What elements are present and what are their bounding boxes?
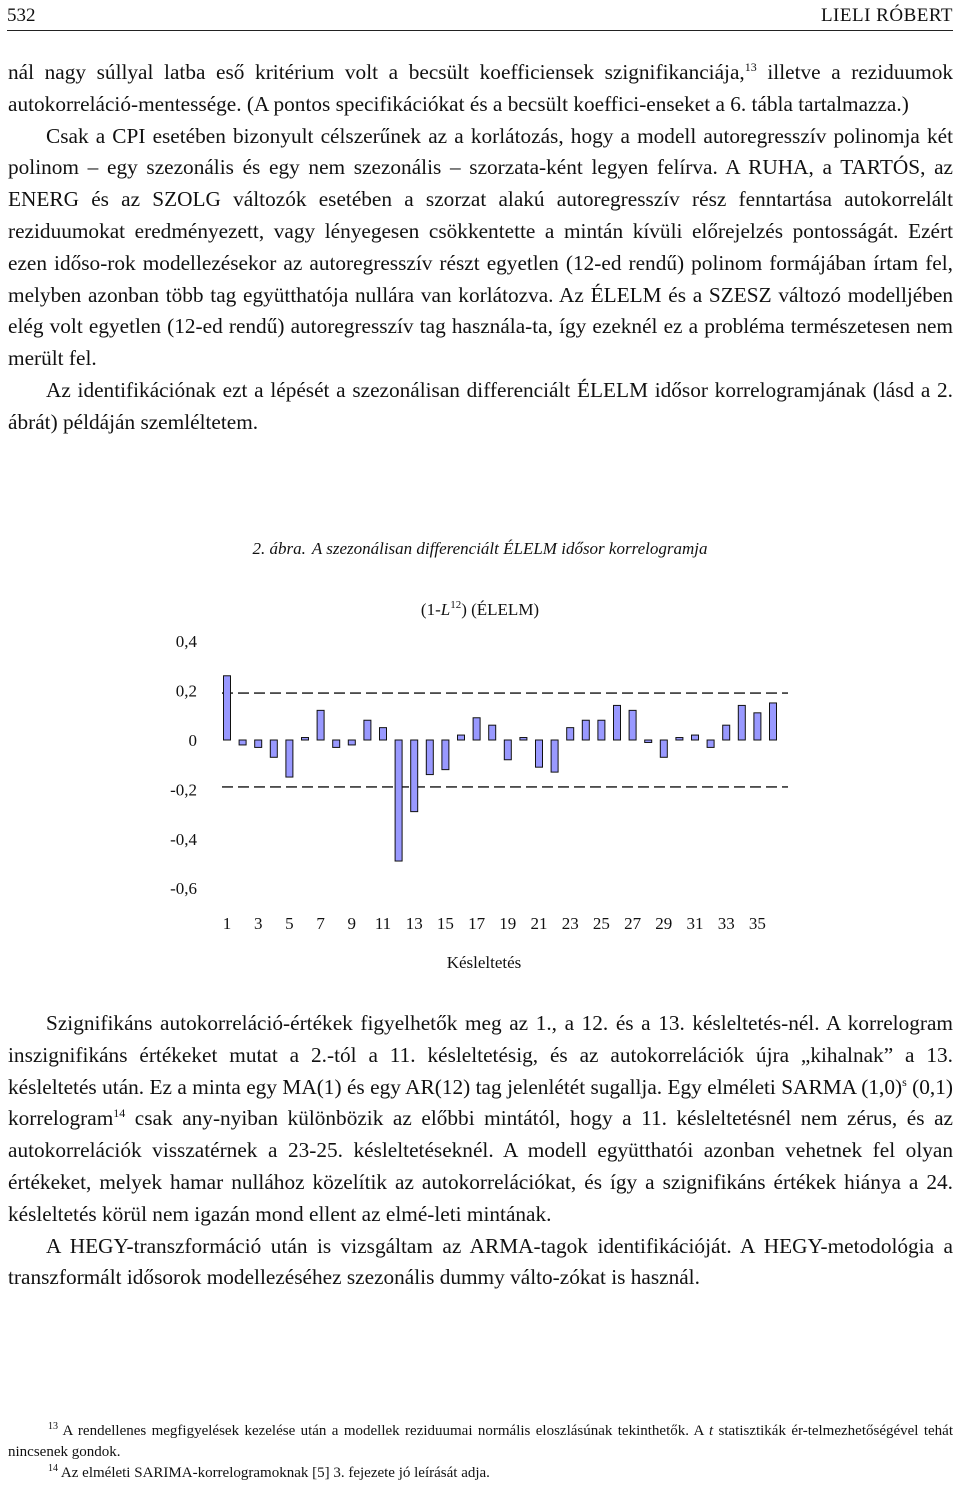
bar-lag-7: [317, 710, 324, 740]
body-text-top: [8, 57, 953, 439]
footnotes: [8, 1421, 953, 1484]
x-tick-label: 15: [436, 914, 454, 933]
bar-lag-31: [692, 735, 699, 740]
correlogram-chart: [0, 560, 960, 980]
bar-lag-20: [520, 738, 527, 740]
paragraph-2: Csak a CPI esetében bizonyult célszerűnek az a korlátozás, hogy a modell autoregresszív polinomja két polinom – egy szezonális és egy nem szezonális – szorzata-ként legyen felírva. A RUHA, a TARTÓS, az ENERG és az SZOLG változók esetében a szorzat alakú autoregresszív rész fenntartása autokorrelált reziduumokat eredményezett, vagy lényegesen csökkentette a mintán kívüli előrejelzés pontosságát. Ezért ezen idősо-rok modellezésekor az autoregresszív részt egyetlen (12-ed rendű) polinom formájában írtam fel, melyben azonban több tag együtthatója nullára van korlátozva. Az ÉLELM és a SZESZ változó modelljében elég volt egyetlen (12-ed rendű) autoregresszív tag használa-ta, így ezeknél ez a probléma természetesen nem merült fel.: [8, 123, 953, 371]
y-tick-label: 0: [188, 731, 197, 750]
bar-lag-9: [348, 740, 355, 745]
y-tick-label: -0,2: [170, 780, 197, 800]
bar-lag-25: [598, 720, 605, 740]
bar-lag-2: [239, 740, 246, 745]
bars: [224, 676, 777, 861]
bar-lag-19: [504, 740, 511, 760]
y-tick-label: -0,6: [170, 879, 197, 899]
y-tick-label: 0,2: [175, 681, 197, 701]
x-tick-label: 9: [347, 914, 357, 933]
x-tick-label: 25: [592, 914, 610, 933]
superscript-s: s: [902, 1074, 907, 1089]
x-tick-label: 31: [686, 914, 704, 933]
bar-lag-22: [551, 740, 558, 772]
x-tick-label: 13: [405, 914, 423, 933]
x-tick-label: 1: [222, 914, 232, 933]
bar-lag-10: [364, 720, 371, 740]
bar-lag-6: [302, 738, 309, 740]
bar-lag-27: [629, 710, 636, 740]
figure-caption: [0, 537, 960, 561]
paragraph-4: Szignifikáns autokorreláció-értékek figyelhetők meg az 1., a 12. és a 13. késleltetés-nél. A korrelogram inszignifikáns értékeket mutat a 2.-tól a 11. késleltetésig, és az autokorrelációk újra „kihalnak” a 13. késleltetés után. Ez a minta egy MA(1) és egy AR(12) tag jelenlétét sugallja. Egy elméleti SARMA $(1,0)^s$ (0,1) korrelogram$^{14}$ csak any-nyiban különbözik az előbbi mintától, hogy a 11. késleltetésnél nem zérus, és az autokorrelációk visszatérnek a 23-25. késleltetéseknél. A modell együtthatói azonban vehetnek fel olyan értékeket, melyek hamar nullához közelítik az autokorrelációkat, és így a szignifikáns értékek hiánya a 24. késleltetés körül nem igazán mond ellent az elmé-leti mintának.: [8, 1011, 953, 1226]
y-tick-label: -0,4: [170, 829, 197, 849]
bar-lag-21: [536, 740, 543, 767]
bar-lag-16: [458, 735, 465, 740]
bar-lag-17: [473, 718, 480, 740]
paragraph-5: A HEGY-transzformáció után is vizsgáltam az ARMA-tagok identifikációját. A HEGY-metodológia a transzformált idősorok modellezéséhez szezonális dummy válto-zókat is használ.: [8, 1233, 953, 1290]
footnote-ref-13[interactable]: 13: [744, 59, 757, 74]
paragraph-1: nál nagy súllyal latba eső kritérium volt a becsült koefficiensek szignifikanciája,$^{13}$ illetve a reziduumok autokorreláció-mentessége. (A pontos specifikációkat és a becsült koeffici-enseket a 6. tábla tartalmazza.): [8, 59, 953, 116]
x-tick-label: 17: [468, 914, 486, 933]
bar-lag-15: [442, 740, 449, 770]
bar-lag-4: [270, 740, 277, 757]
bar-lag-29: [660, 740, 667, 757]
bar-lag-14: [426, 740, 433, 775]
bar-lag-11: [380, 728, 387, 740]
x-tick-label: 33: [717, 914, 735, 933]
footnote-ref-14[interactable]: 14: [113, 1106, 126, 1121]
bar-lag-1: [224, 676, 231, 740]
footnote-13: $^{13}$ A rendellenes megfigyelések kezelése után a modellek reziduumai normális eloszlásúnak tekinthetők. A t statisztikák ér-telmezhetőségével tehát nincsenek gondok.: [8, 1421, 953, 1460]
bar-lag-35: [754, 713, 761, 740]
paragraph-3: Az identifikációnak ezt a lépését a szezonálisan differenciált ÉLELM idősor korrelogramjának (lásd a 2. ábrát) példáján szemléltetem.: [8, 377, 953, 434]
bar-lag-24: [582, 720, 589, 740]
x-tick-label: 35: [748, 914, 766, 933]
x-tick-label: 19: [499, 914, 517, 933]
bar-lag-12: [395, 740, 402, 861]
bar-lag-36: [770, 703, 777, 740]
x-tick-label: 23: [561, 914, 579, 933]
bar-lag-13: [411, 740, 418, 812]
figure-number: 2. ábra.: [252, 539, 306, 558]
bar-lag-3: [255, 740, 262, 747]
y-axis-ticks: [170, 632, 197, 898]
footnote-14: $^{14}$ Az elméleti SARIMA-korrelogramoknak [5] 3. fejezete jó leírását adja.: [48, 1463, 490, 1481]
x-tick-label: 21: [530, 914, 548, 933]
x-tick-label: 3: [253, 914, 263, 933]
bar-lag-28: [645, 740, 652, 742]
chart-title: $(1-L^{12})$ (ÉLELM): [420, 599, 540, 619]
y-tick-label: 0,4: [175, 632, 197, 652]
bar-lag-8: [333, 740, 340, 747]
bar-lag-32: [707, 740, 714, 747]
x-tick-label: 27: [624, 914, 642, 933]
body-text-bottom: [8, 1008, 953, 1294]
x-tick-label: 11: [374, 914, 392, 933]
bar-lag-34: [738, 705, 745, 740]
x-axis-label: Késleltetés: [446, 953, 522, 972]
x-tick-label: 7: [316, 914, 325, 933]
running-head: LIELI RÓBERT: [820, 5, 953, 26]
page-number: 532: [7, 5, 36, 26]
bar-lag-30: [676, 738, 683, 740]
bar-lag-5: [286, 740, 293, 777]
x-axis-ticks: [223, 914, 766, 933]
x-tick-label: 29: [655, 914, 673, 933]
page-header: [7, 0, 953, 31]
x-tick-label: 5: [285, 914, 294, 933]
bar-lag-18: [489, 725, 496, 740]
bar-lag-33: [723, 725, 730, 740]
figure-caption-text: A szezonálisan differenciált ÉLELM idősor korrelogramja: [311, 539, 708, 558]
bar-lag-26: [614, 705, 621, 740]
bar-lag-23: [567, 728, 574, 740]
